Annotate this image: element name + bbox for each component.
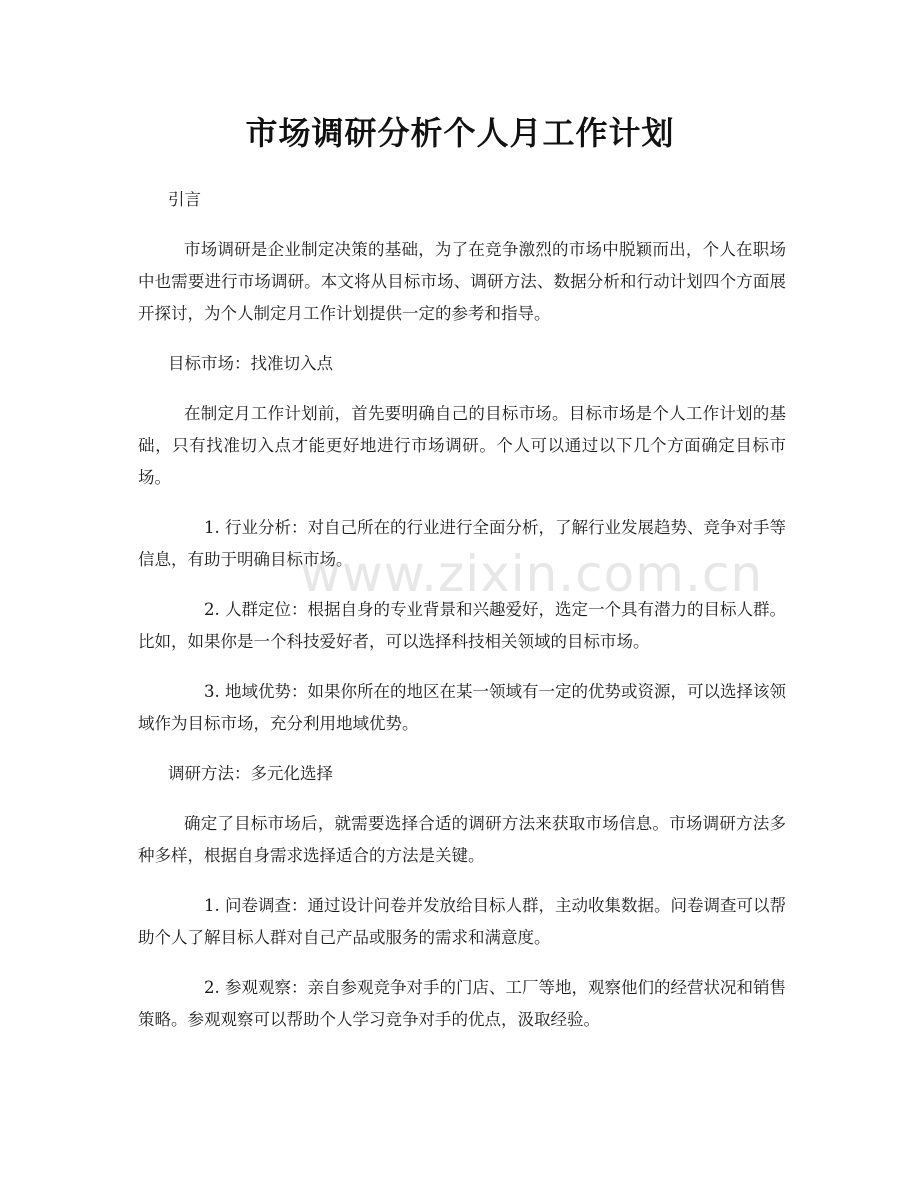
- document-body: [138, 184, 786, 1054]
- list-item-questionnaire: 1. 问卷调查：通过设计问卷并发放给目标人群，主动收集数据。问卷调查可以帮助个人了解目标人群对自己产品或服务的需求和满意度。: [138, 896, 786, 947]
- list-item-site-visit: 2. 参观观察：亲自参观竞争对手的门店、工厂等地，观察他们的经营状况和销售策略。参观观察可以帮助个人学习竞争对手的优点，汲取经验。: [138, 978, 786, 1029]
- list-item-audience-targeting: 2. 人群定位：根据自身的专业背景和兴趣爱好，选定一个具有潜力的目标人群。比如，如果你是一个科技爱好者，可以选择科技相关领域的目标市场。: [138, 600, 786, 651]
- list-item-industry-analysis: 1. 行业分析：对自己所在的行业进行全面分析，了解行业发展趋势、竞争对手等信息，有助于明确目标市场。: [138, 518, 786, 569]
- document-title: 市场调研分析个人月工作计划: [245, 114, 675, 152]
- section-heading-target-market: 目标市场：找准切入点: [168, 354, 333, 373]
- paragraph-research-methods: 确定了目标市场后，就需要选择合适的调研方法来获取市场信息。市场调研方法多种多样，根据自身需求选择适合的方法是关键。: [138, 814, 786, 865]
- paragraph-intro: 市场调研是企业制定决策的基础，为了在竞争激烈的市场中脱颖而出，个人在职场中也需要进行市场调研。本文将从目标市场、调研方法、数据分析和行动计划四个方面展开探讨，为个人制定月工作计划提供一定的参考和指导。: [138, 240, 786, 323]
- watermark: www.zixin.com.cn: [300, 545, 764, 603]
- section-heading-research-methods: 调研方法：多元化选择: [168, 764, 333, 783]
- paragraph-target-market: 在制定月工作计划前，首先要明确自己的目标市场。目标市场是个人工作计划的基础，只有找准切入点才能更好地进行市场调研。个人可以通过以下几个方面确定目标市场。: [138, 404, 786, 487]
- section-heading-intro: 引言: [168, 190, 201, 209]
- list-item-regional-advantage: 3. 地域优势：如果你所在的地区在某一领域有一定的优势或资源，可以选择该领域作为目标市场，充分利用地域优势。: [138, 682, 786, 733]
